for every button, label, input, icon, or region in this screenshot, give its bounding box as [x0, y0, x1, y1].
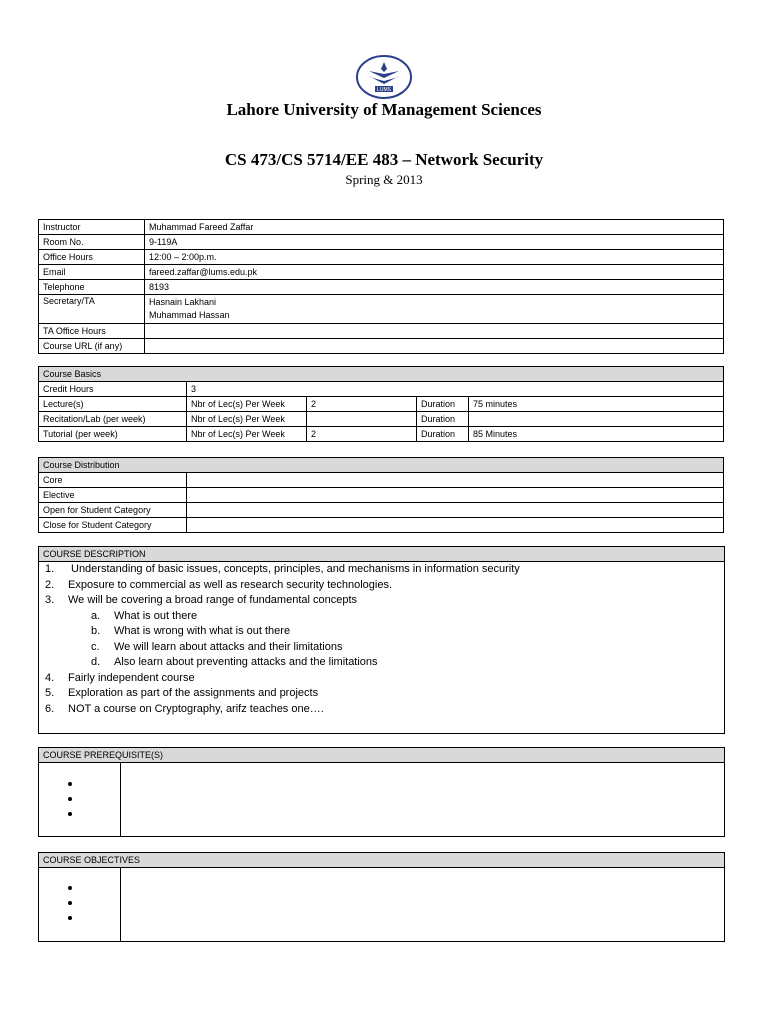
- lums-logo: [355, 54, 413, 100]
- list-item: [39, 686, 724, 702]
- bullet: [68, 782, 72, 786]
- info-value: [145, 339, 724, 354]
- bullet: [68, 812, 72, 816]
- info-label: Course URL (if any): [39, 339, 145, 354]
- duration-label: Duration: [417, 412, 469, 427]
- ta-name-1: Hasnain Lakhani: [149, 297, 217, 307]
- item-number: 6.: [45, 702, 55, 715]
- row-label: Recitation/Lab (per week): [39, 412, 187, 427]
- table-row: [39, 473, 724, 488]
- credit-label: Credit Hours: [39, 382, 187, 397]
- item-number: 5.: [45, 687, 55, 699]
- item-number: 2.: [45, 578, 55, 591]
- row-label: Close for Student Category: [39, 518, 187, 533]
- term: Spring & 2013: [345, 172, 423, 187]
- bullet: [68, 901, 72, 905]
- content-column: [121, 763, 724, 836]
- nbr-label: Nbr of Lec(s) Per Week: [187, 427, 307, 442]
- list-item: [39, 640, 724, 656]
- content-column: [121, 868, 724, 941]
- item-text: We will be covering a broad range of fundamental concepts: [68, 594, 358, 606]
- item-number: b.: [91, 625, 101, 637]
- info-value: [145, 324, 724, 339]
- section-header: COURSE DESCRIPTION: [39, 547, 724, 562]
- item-text: We will learn about attacks and their limitations: [114, 640, 343, 653]
- table-row: [39, 339, 724, 354]
- bullet-column: [39, 868, 121, 941]
- list-item: [39, 702, 724, 718]
- table-row: [39, 427, 724, 442]
- table-row: [39, 295, 724, 324]
- duration-value: 75 minutes: [469, 397, 724, 412]
- list-item: [39, 593, 724, 609]
- section-header: Course Basics: [39, 367, 724, 382]
- info-value: Muhammad Fareed Zaffar: [145, 220, 724, 235]
- item-number: c.: [91, 640, 100, 653]
- description-body: [39, 562, 724, 733]
- info-value: [145, 295, 724, 324]
- info-label: Email: [39, 265, 145, 280]
- table-row: [39, 250, 724, 265]
- bullet: [68, 916, 72, 920]
- info-value: 8193: [145, 280, 724, 295]
- info-label: Room No.: [39, 235, 145, 250]
- bullet-column: [39, 763, 121, 836]
- row-label: Lecture(s): [39, 397, 187, 412]
- item-number: 3.: [45, 594, 55, 606]
- item-text: Also learn about preventing attacks and the limitations: [114, 656, 378, 668]
- item-text: What is out there: [114, 609, 198, 622]
- item-number: a.: [91, 609, 101, 622]
- info-label: TA Office Hours: [39, 324, 145, 339]
- bullet: [68, 886, 72, 890]
- item-text: Exposure to commercial as well as research security technologies.: [68, 578, 393, 591]
- nbr-label: Nbr of Lec(s) Per Week: [187, 412, 307, 427]
- info-label: Secretary/TA: [39, 295, 145, 324]
- list-item: [39, 655, 724, 671]
- table-row: [39, 518, 724, 533]
- course-basics-table: [38, 366, 724, 442]
- svg-text:LUMS: LUMS: [377, 87, 391, 93]
- list-item: [39, 671, 724, 687]
- info-label: Office Hours: [39, 250, 145, 265]
- table-row: [39, 382, 724, 397]
- row-label: Open for Student Category: [39, 503, 187, 518]
- row-label: Core: [39, 473, 187, 488]
- item-text: Exploration as part of the assignments and projects: [68, 687, 319, 699]
- info-value: 9-119A: [145, 235, 724, 250]
- item-number: d.: [91, 656, 101, 668]
- duration-value: 85 Minutes: [469, 427, 724, 442]
- item-number: 4.: [45, 671, 55, 684]
- item-text: What is wrong with what is out there: [114, 625, 291, 637]
- duration-label: Duration: [417, 397, 469, 412]
- course-title: CS 473/CS 5714/EE 483 – Network Security: [224, 150, 544, 169]
- item-text: Understanding of basic issues, concepts, principles, and mechanisms in information security: [71, 563, 520, 575]
- info-value: 12:00 – 2:00p.m.: [145, 250, 724, 265]
- nbr-label: Nbr of Lec(s) Per Week: [187, 397, 307, 412]
- table-row: [39, 488, 724, 503]
- table-row: [39, 397, 724, 412]
- table-row: [39, 412, 724, 427]
- ta-name-2: Muhammad Hassan: [149, 310, 230, 320]
- bullet: [68, 797, 72, 801]
- item-text: Fairly independent course: [68, 671, 195, 684]
- table-row: [39, 220, 724, 235]
- table-row: [39, 503, 724, 518]
- list-item: [39, 562, 724, 578]
- course-objectives: [38, 852, 725, 942]
- row-label: Tutorial (per week): [39, 427, 187, 442]
- info-label: Telephone: [39, 280, 145, 295]
- instructor-info-table: [38, 219, 724, 354]
- count-value: 2: [307, 427, 417, 442]
- list-item: [39, 609, 724, 625]
- item-number: 1.: [45, 563, 55, 575]
- list-item: [39, 624, 724, 640]
- section-header: Course Distribution: [39, 458, 724, 473]
- table-row: [39, 235, 724, 250]
- table-row: [39, 324, 724, 339]
- duration-value: [469, 412, 724, 427]
- duration-label: Duration: [417, 427, 469, 442]
- course-distribution-table: [38, 457, 724, 533]
- section-header: COURSE PREREQUISITE(S): [39, 748, 724, 763]
- table-row: [39, 280, 724, 295]
- item-text: NOT a course on Cryptography, arifz teaches one….: [68, 702, 324, 715]
- row-label: Elective: [39, 488, 187, 503]
- credit-value: 3: [187, 382, 724, 397]
- table-row: [39, 265, 724, 280]
- info-value: fareed.zaffar@lums.edu.pk: [145, 265, 724, 280]
- list-item: [39, 578, 724, 594]
- section-header: COURSE OBJECTIVES: [39, 853, 724, 868]
- count-value: 2: [307, 397, 417, 412]
- course-prerequisites: [38, 747, 725, 837]
- course-description: [38, 546, 725, 734]
- count-value: [307, 412, 417, 427]
- info-label: Instructor: [39, 220, 145, 235]
- university-name: Lahore University of Management Sciences: [226, 100, 542, 119]
